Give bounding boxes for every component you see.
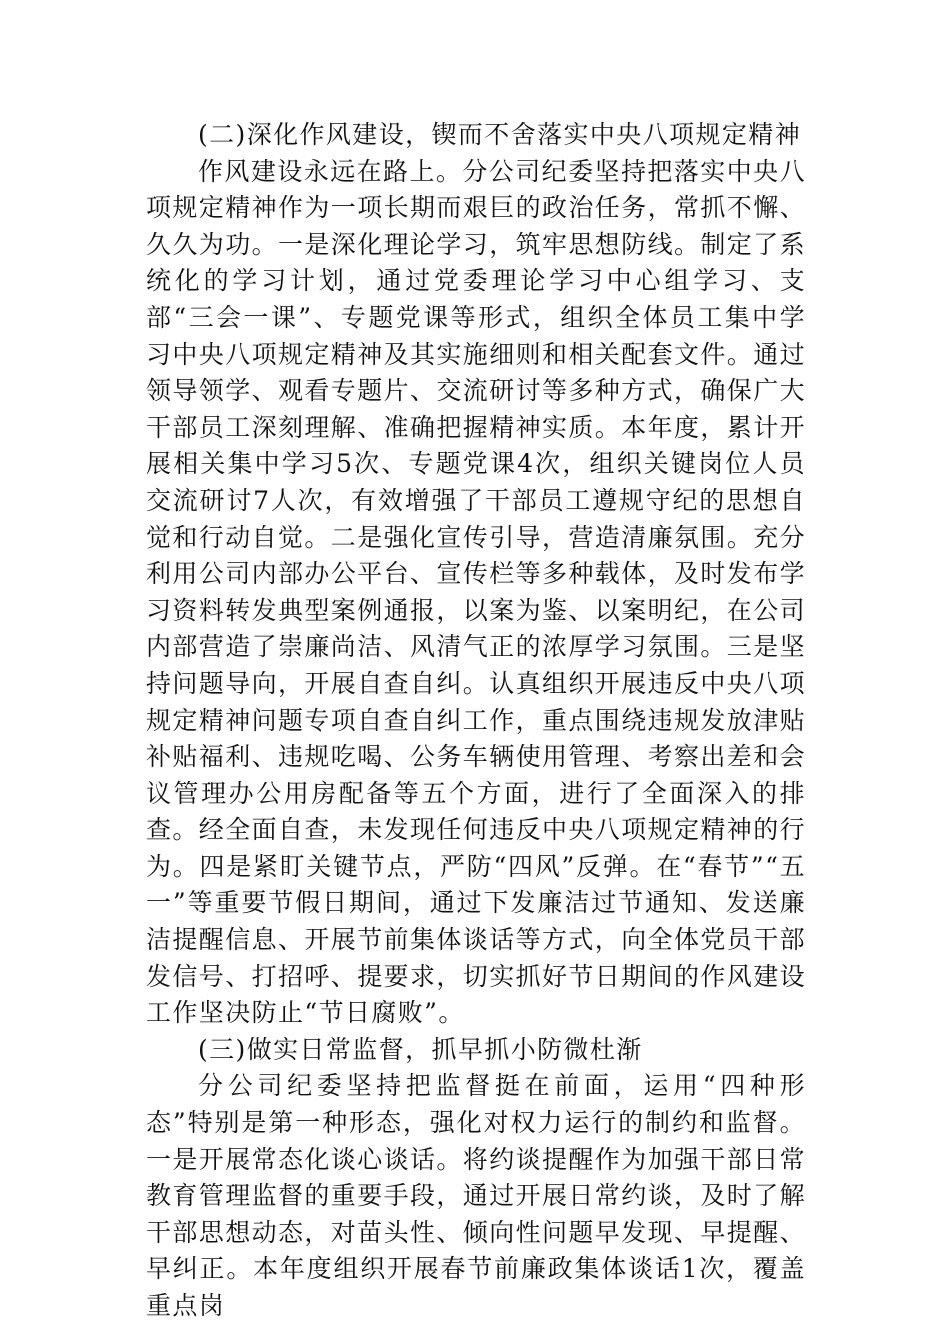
- section-paragraph-daily-supervision: 分公司纪委坚持把监督挺在前面，运用“四种形态”特别是第一种形态，强化对权力运行的制约和监督。一是开展常态化谈心谈话。将约谈提醒作为加强干部日常教育管理监督的重要手段，通过开展日常约谈，及时了解干部思想动态，对苗头性、倾向性问题早发现、早提醒、早纠正。本年度组织开展春节前廉政集体谈话1次，覆盖重点岗: [146, 1071, 807, 1320]
- section-heading-style-building: (二)深化作风建设，锲而不舍落实中央八项规定精神: [198, 120, 802, 149]
- document-body: [146, 117, 806, 1325]
- section-paragraph-style-building: 作风建设永远在路上。分公司纪委坚持把落实中央八项规定精神作为一项长期而艰巨的政治任务，常抓不懈、久久为功。一是深化理论学习，筑牢思想防线。制定了系统化的学习计划，通过党委理论学习中心组学习、支部“三会一课”、专题党课等形式，组织全体员工集中学习中央八项规定精神及其实施细则和相关配套文件。通过领导领学、观看专题片、交流研讨等多种方式，确保广大干部员工深刻理解、准确把握精神实质。本年度，累计开展相关集中学习5次、专题党课4次，组织关键岗位人员交流研讨7人次，有效增强了干部员工遵规守纪的思想自觉和行动自觉。二是强化宣传引导，营造清廉氛围。充分利用公司内部办公平台、宣传栏等多种载体，及时发布学习资料转发典型案例通报，以案为鉴、以案明纪，在公司内部营造了崇廉尚洁、风清气正的浓厚学习氛围。三是坚持问题导向，开展自查自纠。认真组织开展违反中央八项规定精神问题专项自查自纠工作，重点围绕违规发放津贴补贴福利、违规吃喝、公务车辆使用管理、考察出差和会议管理办公用房配备等五个方面，进行了全面深入的排查。经全面自查，未发现任何违反中央八项规定精神的行为。四是紧盯关键节点，严防“四风”反弹。在“春节”“五一”等重要节假日期间，通过下发廉洁过节通知、发送廉洁提醒信息、开展节前集体谈话等方式，向全体党员干部发信号、打招呼、提要求，切实抓好节日期间的作风建设工作坚决防止“节日腐败”。: [146, 156, 807, 1028]
- section-heading-daily-supervision: (三)做实日常监督，抓早抓小防微杜渐: [198, 1034, 643, 1064]
